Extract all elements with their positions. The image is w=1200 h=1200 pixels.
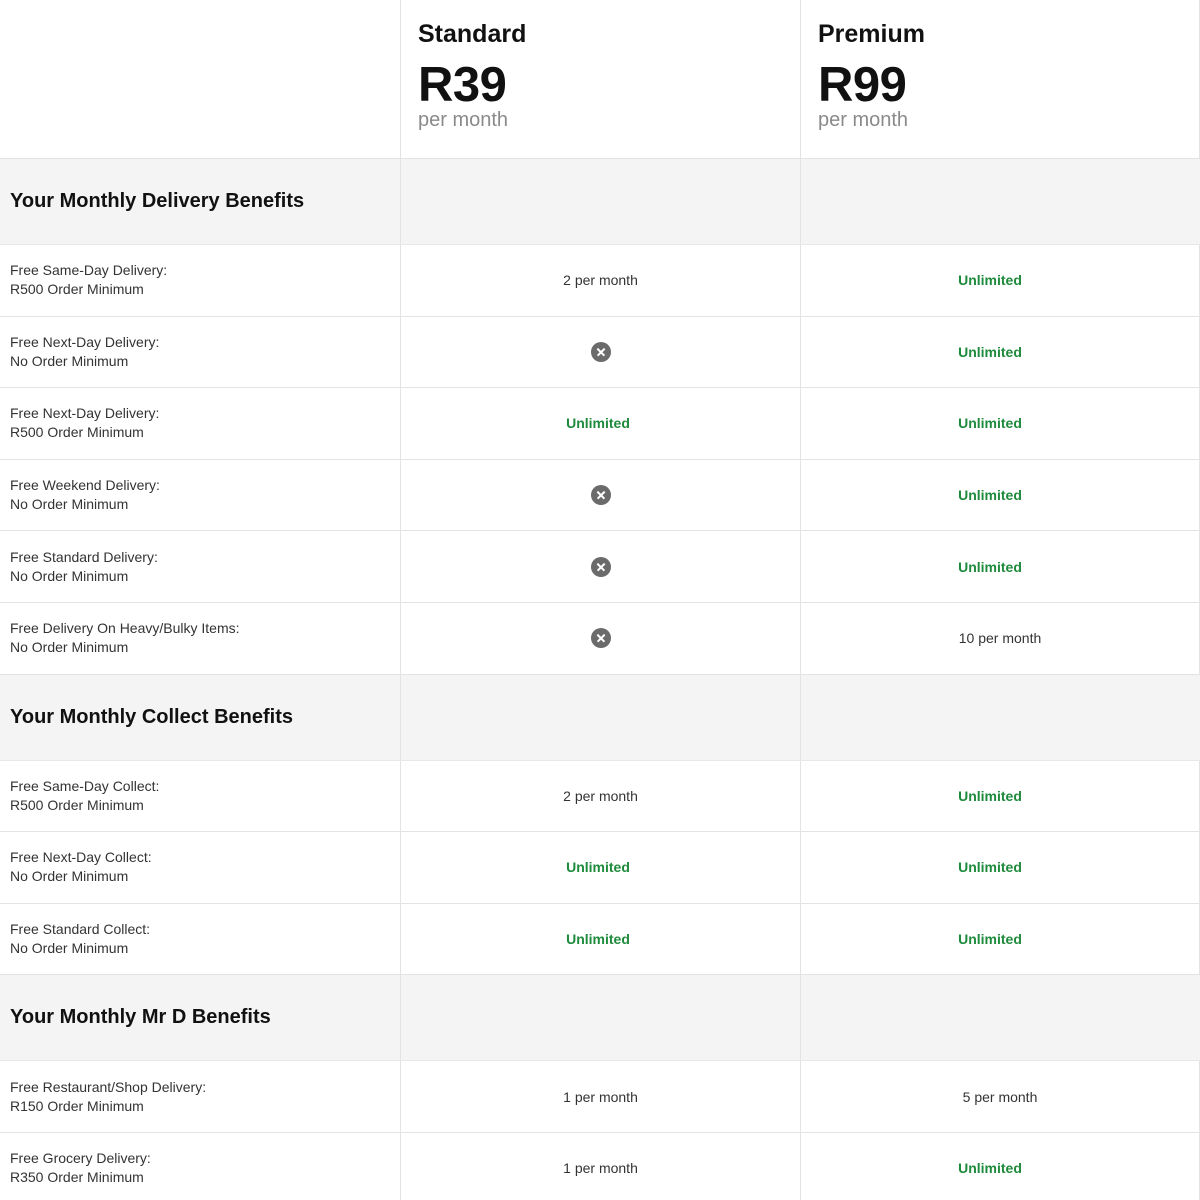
benefit-title: Free Restaurant/Shop Delivery: bbox=[10, 1078, 207, 1095]
benefit-row bbox=[0, 531, 1200, 603]
standard-value: 2 per month bbox=[563, 272, 638, 289]
premium-value: Unlimited bbox=[958, 272, 1022, 289]
benefit-title: Free Next-Day Delivery: bbox=[10, 405, 160, 422]
benefit-title: Free Delivery On Heavy/Bulky Items: bbox=[10, 620, 240, 637]
benefit-title: Free Grocery Delivery: bbox=[10, 1150, 151, 1167]
premium-value-cell bbox=[800, 832, 1200, 903]
standard-value-cell bbox=[400, 245, 800, 316]
plan-name: Standard bbox=[418, 20, 527, 48]
benefit-label bbox=[0, 761, 400, 832]
benefit-row bbox=[0, 603, 1200, 675]
premium-value: 5 per month bbox=[962, 1088, 1038, 1105]
premium-value-cell bbox=[800, 904, 1200, 975]
standard-value-cell bbox=[400, 1133, 800, 1200]
benefit-title: Free Next-Day Delivery: bbox=[10, 333, 160, 350]
section-empty-cell bbox=[400, 675, 800, 760]
plan-standard bbox=[400, 0, 800, 158]
section-title: Your Monthly Mr D Benefits bbox=[10, 1006, 271, 1029]
premium-value: Unlimited bbox=[958, 931, 1022, 948]
premium-value-cell bbox=[800, 317, 1200, 388]
plan-name: Premium bbox=[818, 20, 925, 48]
benefit-title: Free Weekend Delivery: bbox=[10, 477, 160, 494]
standard-value-cell bbox=[400, 388, 800, 459]
section-empty-cell bbox=[400, 159, 800, 244]
benefit-label bbox=[0, 460, 400, 531]
section-empty-cell bbox=[800, 675, 1200, 760]
header-empty-cell bbox=[0, 0, 400, 158]
benefit-row bbox=[0, 245, 1200, 317]
benefit-label bbox=[0, 317, 400, 388]
benefit-row bbox=[0, 832, 1200, 904]
plan-price: R99 bbox=[818, 58, 907, 112]
standard-value: 1 per month bbox=[563, 1160, 638, 1177]
plan-premium bbox=[800, 0, 1200, 158]
x-circle-icon bbox=[591, 342, 611, 362]
benefit-row bbox=[0, 317, 1200, 389]
benefit-row bbox=[0, 1061, 1200, 1133]
plan-price: R39 bbox=[418, 58, 507, 112]
benefit-title: Free Same-Day Delivery: bbox=[10, 262, 168, 279]
benefit-minimum: No Order Minimum bbox=[10, 639, 129, 656]
standard-value: Unlimited bbox=[566, 931, 630, 948]
benefit-label bbox=[0, 603, 400, 674]
benefit-minimum: R500 Order Minimum bbox=[10, 796, 144, 813]
benefit-title: Free Same-Day Collect: bbox=[10, 777, 160, 794]
x-circle-icon bbox=[591, 557, 611, 577]
premium-value: Unlimited bbox=[958, 415, 1022, 432]
section-title: Your Monthly Collect Benefits bbox=[10, 705, 293, 728]
benefit-minimum: R500 Order Minimum bbox=[10, 281, 144, 298]
standard-value-cell bbox=[400, 832, 800, 903]
premium-value: Unlimited bbox=[958, 1160, 1022, 1177]
section-empty-cell bbox=[800, 159, 1200, 244]
benefit-label bbox=[0, 388, 400, 459]
premium-value: Unlimited bbox=[958, 787, 1022, 804]
standard-value-cell bbox=[400, 531, 800, 602]
section-title: Your Monthly Delivery Benefits bbox=[10, 190, 305, 212]
standard-value: 1 per month bbox=[563, 1088, 638, 1105]
benefit-label bbox=[0, 1061, 400, 1132]
benefit-label bbox=[0, 245, 400, 316]
benefit-minimum: R350 Order Minimum bbox=[10, 1169, 144, 1186]
standard-value-cell bbox=[400, 904, 800, 975]
benefit-minimum: No Order Minimum bbox=[10, 868, 129, 885]
benefit-minimum: No Order Minimum bbox=[10, 352, 129, 369]
standard-value-cell bbox=[400, 317, 800, 388]
plan-period: per month bbox=[818, 109, 909, 131]
standard-value-cell bbox=[400, 1061, 800, 1132]
benefit-title: Free Next-Day Collect: bbox=[10, 849, 152, 866]
benefit-title: Free Standard Collect: bbox=[10, 921, 151, 938]
section-header bbox=[0, 159, 1200, 245]
benefit-minimum: R150 Order Minimum bbox=[10, 1097, 144, 1114]
premium-value-cell bbox=[800, 460, 1200, 531]
benefit-row bbox=[0, 1133, 1200, 1200]
benefit-label bbox=[0, 1133, 400, 1200]
premium-value: Unlimited bbox=[958, 343, 1022, 360]
premium-value-cell bbox=[800, 388, 1200, 459]
premium-value-cell bbox=[800, 531, 1200, 602]
benefit-sections bbox=[0, 159, 1200, 1200]
plan-header-row bbox=[0, 0, 1200, 159]
premium-value: Unlimited bbox=[958, 558, 1022, 575]
standard-value-cell bbox=[400, 761, 800, 832]
benefit-minimum: No Order Minimum bbox=[10, 940, 129, 957]
plan-period: per month bbox=[418, 109, 509, 131]
section-header bbox=[0, 675, 1200, 761]
benefit-row bbox=[0, 460, 1200, 532]
standard-value: Unlimited bbox=[566, 415, 630, 432]
premium-value-cell bbox=[800, 1133, 1200, 1200]
x-circle-icon bbox=[591, 485, 611, 505]
benefit-label bbox=[0, 904, 400, 975]
benefit-label bbox=[0, 832, 400, 903]
benefit-label bbox=[0, 531, 400, 602]
benefit-minimum: No Order Minimum bbox=[10, 496, 129, 513]
premium-value: 10 per month bbox=[958, 630, 1042, 647]
section-empty-cell bbox=[400, 975, 800, 1060]
premium-value-cell bbox=[800, 603, 1200, 674]
standard-value-cell bbox=[400, 603, 800, 674]
benefit-row bbox=[0, 761, 1200, 833]
standard-value: 2 per month bbox=[563, 787, 638, 804]
benefit-minimum: No Order Minimum bbox=[10, 567, 129, 584]
benefit-minimum: R500 Order Minimum bbox=[10, 424, 144, 441]
standard-value: Unlimited bbox=[566, 859, 630, 876]
benefit-title: Free Standard Delivery: bbox=[10, 548, 158, 565]
benefit-row bbox=[0, 388, 1200, 460]
premium-value-cell bbox=[800, 1061, 1200, 1132]
section-empty-cell bbox=[800, 975, 1200, 1060]
benefit-row bbox=[0, 904, 1200, 976]
section-header bbox=[0, 975, 1200, 1061]
premium-value: Unlimited bbox=[958, 859, 1022, 876]
x-circle-icon bbox=[591, 628, 611, 648]
premium-value-cell bbox=[800, 245, 1200, 316]
premium-value-cell bbox=[800, 761, 1200, 832]
premium-value: Unlimited bbox=[958, 487, 1022, 504]
standard-value-cell bbox=[400, 460, 800, 531]
